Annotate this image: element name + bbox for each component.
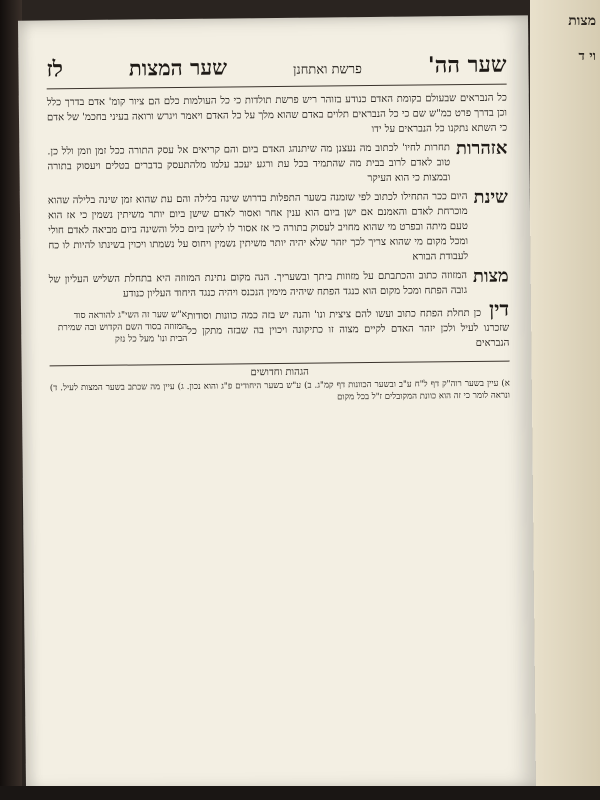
footnote-box: א"ש שער זה השי"ג להוראה סוד המזוזה בסוד השם הקדוש ובה שמירת הבית ונו' מעל כל נזק	[57, 309, 188, 345]
book-page	[18, 15, 536, 792]
table-surface	[0, 786, 600, 800]
page-header	[46, 52, 506, 90]
page-content	[46, 52, 510, 407]
section-azharot	[47, 137, 508, 190]
facing-page	[530, 0, 600, 800]
intro-paragraph: כל הנבראים שבעולם בקומת האדם כנודע בזוהר ריש פרשת תולדות כי כל העולמות כלם הם ציור קומ' אדם בדרך כלל וכן בדרך פרט כמ"ש שם כי כל הנבראים תלוים באדם שהוא מלך על כל האדם ויאמר ויגרש ורואה בעיני בחכמ' של אדם כי השתא נתקנו כל הנבראים על ידו	[46, 92, 508, 135]
notes-title: הגהות וחדושים	[50, 361, 510, 381]
notes-text: א) עיין בשער רוה"ק דף ל"ח ע"ב ובשער הכוונות דף קמ"ג. ב) ע"ש בשער היחודים פ"ג והוא נכון. ג) עיין מה שכתב בשער המצות לעיל. ד) ונראה לומר כי זה הוא כוונת המקובלים ז"ל בכל מקום	[49, 378, 510, 403]
facing-page-fragment-mid: וי ד	[578, 49, 596, 64]
mitzvah-tail-text: כן תחלת הפתח כתוב ועשו להם ציצית ונו' והנה יש בזה כמה כוונות וסודות שזכרנו לעיל ולכן יזהר האדם לקיים מצוה זו כתיקונה ויכוין בה שבזה מתקן כל הנבראים	[187, 307, 510, 349]
section-mitzvah	[48, 265, 509, 303]
running-head-section: שער המצות	[128, 54, 228, 81]
section-body-azharot: תחרות לחיו' לכתוב מה נעצנן מה שיתנהג האדם ביום והם קריאים אל עסק התורה ככל זמן וזמן ולל כן. טוב לאדם לרוב בבית מה שהתמיד בכל עת ורגע יעכב עלמו מלהתעסק בדברים בטלים ויעסוק בתורה ובמצות כי הוא העיקר	[47, 142, 451, 185]
facing-page-fragment-top: מצות	[568, 13, 596, 29]
section-body-mitzvah: המזוזה כתוב והכתבתם על מזוזות ביתך ובשעריך. הנה מקום נתינת המזוזה היא בתחלת השליש העליון של גובה הפתח ומכל מקום הוא כנגד הפתח שיהיה מימין הנכנס ויהיה כנגד היחוד העליון כנודע	[48, 270, 468, 300]
section-heading-shina: שינת	[473, 186, 508, 208]
section-heading-azharot: אזהרות	[455, 137, 508, 160]
section-body-shina: היום ככר התחילו לכתוב לפי שזמנה בשער התפלות בדרוש שינה בלילה והם עת שהוא זמן שינה בלילה שהוא מוכרחת לאדם והאמנם אם ישן ביום הוא ענין אחר ואסור לאדם שישן ביום יותר משיתין נשמין כי אז הוא טעם מיתה ובפרט מי שהוא מחויב לעסוק בתורה כי אז אסור לו לישן ביום כלל והשינה ביום מביאה לאדם חולי ומכל מקום מי שהוא צריך לכך יזהר שלא יהיה יותר משיתין נשמין ויחוס על נשמתו ויכוין בשינתו להיות לו כח לעבודת הבורא	[47, 190, 469, 263]
section-heading-mitzvah: מצות	[472, 265, 509, 287]
page-number: לז	[46, 56, 64, 83]
running-head-gate: שער הה'	[427, 51, 507, 79]
mitzvah-continuation	[49, 296, 510, 356]
facing-page-text	[536, 14, 596, 64]
drop-cap-din: דין	[488, 296, 510, 321]
section-shina	[47, 186, 509, 269]
running-head-parasha: פרשת ואתחנן	[293, 62, 362, 78]
